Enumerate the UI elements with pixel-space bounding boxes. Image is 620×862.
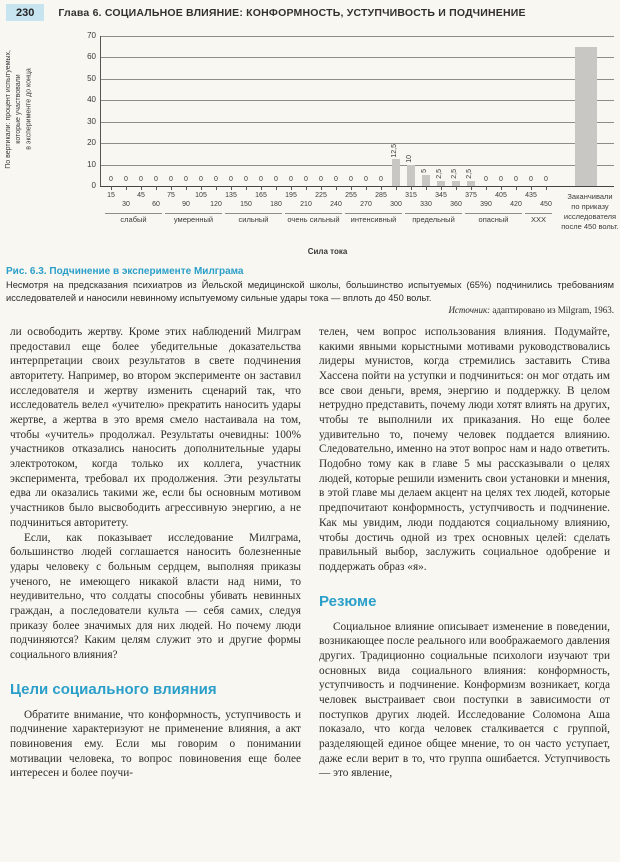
intensity-group <box>105 213 162 225</box>
x-tick-label: 330 <box>420 201 432 208</box>
x-tick-label: 390 <box>480 201 492 208</box>
grid-line <box>101 57 614 58</box>
intensity-group <box>465 213 522 225</box>
x-tick-label: 180 <box>270 201 282 208</box>
x-tick <box>171 186 172 190</box>
y-tick-label: 70 <box>87 31 96 40</box>
source-text: адаптировано из Milgram, 1963. <box>490 305 614 316</box>
grid-line <box>101 143 614 144</box>
x-tick-label: 75 <box>167 192 175 199</box>
x-tick <box>156 186 157 190</box>
bar-value-label: 0 <box>244 176 248 183</box>
x-tick <box>351 186 352 190</box>
bar-value-label: 0 <box>289 176 293 183</box>
x-tick <box>516 186 517 190</box>
figure-caption-text: Несмотря на предсказания психиатров из Йельской медицинской школы, большинство испытуемых (65%) подчинились требованиям исследователей и наносили невинному испытуемому сильные удары тока — вплоть до 450 вольт. <box>6 280 614 303</box>
bar-value-label: 0 <box>529 176 533 183</box>
x-tick <box>306 186 307 190</box>
intensity-group-line <box>225 213 282 214</box>
x-tick-label: 120 <box>210 201 222 208</box>
x-tick-label: 300 <box>390 201 402 208</box>
x-tick-label: 240 <box>330 201 342 208</box>
x-tick <box>546 186 547 190</box>
x-tick-label: 45 <box>137 192 145 199</box>
x-tick-label: 135 <box>225 192 237 199</box>
bar-value-label: 0 <box>109 176 113 183</box>
y-axis-label: По вертикали: процент испытуемых, которые участвовали в эксперименте до конца <box>4 49 33 169</box>
grid-line <box>101 36 614 37</box>
y-tick-label: 60 <box>87 52 96 62</box>
x-tick <box>441 186 442 190</box>
x-tick <box>471 186 472 190</box>
x-tick <box>366 186 367 190</box>
x-tick-label: 360 <box>450 201 462 208</box>
grid-line <box>101 122 614 123</box>
intensity-group <box>285 213 342 225</box>
x-tick <box>261 186 262 190</box>
source-label: Источник: <box>448 305 491 316</box>
x-tick-label: 450 <box>540 201 552 208</box>
x-tick <box>111 186 112 190</box>
bar-value-label: 0 <box>169 176 173 183</box>
bar <box>452 181 460 186</box>
x-tick-label: 15 <box>107 192 115 199</box>
bar-value-label: 0 <box>139 176 143 183</box>
intensity-group-label: интенсивный <box>350 215 397 224</box>
right-column <box>319 325 610 781</box>
y-tick-label: 50 <box>87 73 96 83</box>
bar-value-label: 0 <box>229 176 233 183</box>
x-tick-label: 30 <box>122 201 130 208</box>
chapter-title: Глава 6. СОЦИАЛЬНОЕ ВЛИЯНИЕ: КОНФОРМНОСТЬ, УСТУПЧИВОСТЬ И ПОДЧИНЕНИЕ <box>58 6 526 19</box>
intensity-group-line <box>405 213 462 214</box>
paragraph: телен, чем вопрос использования влияния. Подумайте, какими явными корыстными мотивами руководствовались лидеры мунистов, когда стремились заставить Стива Хассена пойти на уступки и подчиниться: он мог отдать им все свои деньги, время, энергию и поддержку. В целом нетрудно представить, почему люди хотят влиять на других, чтобы те выполнили их приказания. Но еще более удивительно то, почему человек поддается влиянию. Следовательно, именно на этот вопрос нам и надо ответить. Подобно тому как в главе 5 мы рассказывали о целях людей, которые решили изменить свои установки и мнения, в этой главе мы делаем акцент на целях тех людей, которые предпочитают конформность, уступчивость и подчинение. Как мы увидим, люди поддаются социальному влиянию, чтобы достичь одной из трех основных целей: сделать правильный выбор, заслужить социальное одобрение и поддержать образ «я». <box>319 326 610 573</box>
x-tick <box>231 186 232 190</box>
x-tick <box>126 186 127 190</box>
bar-value-label: 5 <box>421 169 428 174</box>
bar <box>407 165 415 186</box>
x-tick-label: 435 <box>525 192 537 199</box>
intensity-group <box>405 213 462 225</box>
page-header <box>0 0 620 24</box>
x-tick-label: 150 <box>240 201 252 208</box>
bar-value-label: 2,5 <box>466 168 473 179</box>
final-bar-label: Заканчивали по приказу исследователя после 450 вольт. <box>561 192 619 232</box>
bar-value-label: 10 <box>406 154 413 163</box>
figure-title: Рис. 6.3. Подчинение в эксперименте Милграма <box>6 266 244 277</box>
intensity-group-label: предельный <box>412 215 455 224</box>
x-tick-label: 210 <box>300 201 312 208</box>
intensity-group-label: умеренный <box>173 215 214 224</box>
bar-value-label: 0 <box>349 176 353 183</box>
x-tick-label: 375 <box>465 192 477 199</box>
x-tick <box>381 186 382 190</box>
bar-value-label: 0 <box>499 176 503 183</box>
bar-value-label: 0 <box>484 176 488 183</box>
bar-value-label: 0 <box>364 176 368 183</box>
x-tick-label: 405 <box>495 192 507 199</box>
milgram-obedience-chart <box>0 26 620 264</box>
figure-source <box>6 305 614 315</box>
intensity-group-line <box>165 213 222 214</box>
bar-value-label: 0 <box>514 176 518 183</box>
x-tick <box>291 186 292 190</box>
x-tick-label: 285 <box>375 192 387 199</box>
x-tick <box>456 186 457 190</box>
paragraph: Если, как показывает исследование Милграма, большинство людей соглашается наносить болезненные удары человеку с больным сердцем, выполняя приказы ученого, не имеющего никакой власти над ними, то неудивительно, что солдаты способны убивать невинных граждан, а последователи культа — себя самих, следуя приказу более значимых для них людей. Но почему люди подчиняются? Каким целям служит это и другие формы социального влияния? <box>10 531 301 661</box>
intensity-group-label: опасный <box>478 215 509 224</box>
x-tick <box>426 186 427 190</box>
x-tick-label: 165 <box>255 192 267 199</box>
intensity-group <box>225 213 282 225</box>
x-tick <box>246 186 247 190</box>
paragraph: Обратите внимание, что конформность, уступчивость и подчинение характеризуют не применение влияния, а акт повиновения ему. Если мы говорим о понимании мотивации человека, то вопрос повиновения еще более интересен и более поучи- <box>10 708 301 780</box>
x-tick-label: 90 <box>182 201 190 208</box>
bar <box>392 159 400 186</box>
bar-value-label: 2,5 <box>436 168 443 179</box>
y-tick-label: 0 <box>91 181 96 190</box>
intensity-group-line <box>345 213 402 214</box>
grid-line <box>101 165 614 166</box>
bar-value-label: 0 <box>154 176 158 183</box>
x-tick <box>396 186 397 190</box>
x-tick <box>501 186 502 190</box>
plot-area <box>100 36 619 256</box>
intensity-group-label: очень сильный <box>287 215 340 224</box>
section-heading: Цели социального влияния <box>10 680 217 698</box>
x-tick <box>141 186 142 190</box>
x-tick <box>216 186 217 190</box>
x-tick <box>186 186 187 190</box>
bar-value-label: 0 <box>334 176 338 183</box>
bar-value-label: 0 <box>199 176 203 183</box>
x-tick-label: 255 <box>345 192 357 199</box>
x-tick-label: 270 <box>360 201 372 208</box>
left-column <box>10 325 301 781</box>
paragraph: ли освободить жертву. Кроме этих наблюдений Милграм предоставил еще более убедительные доказательства интерпретации своих результатов в свете подчинения авторитету. Например, во втором эксперименте он заставил исследователя и жертву изменить сценарий так, что исследователь велел «учителю» прекратить наносить удары жертве, а жертва в это время смело настаивала на том, чтобы «учитель» продолжал. Результаты очевидны: 100% участников отказались наносить дополнительные удары электротоком, когда только их коллега, участник эксперимента, требовал их продолжения. Эти результаты едва ли оказались такими же, если бы основным мотивом участников было высвободить агрессивную энергию, а не подчиниться авторитету. <box>10 326 301 529</box>
bar <box>437 181 445 186</box>
intensity-group-line <box>465 213 522 214</box>
bar-value-label: 0 <box>379 176 383 183</box>
bar <box>422 175 430 186</box>
bar-value-label: 0 <box>544 176 548 183</box>
x-tick <box>276 186 277 190</box>
x-tick <box>336 186 337 190</box>
section-heading: Резюме <box>319 592 377 610</box>
intensity-group-label: сильный <box>238 215 269 224</box>
final-bar <box>575 47 597 186</box>
grid-line <box>101 100 614 101</box>
x-tick <box>321 186 322 190</box>
x-tick-label: 420 <box>510 201 522 208</box>
x-tick-label: 105 <box>195 192 207 199</box>
bar-value-label: 0 <box>304 176 308 183</box>
bar-value-label: 2,5 <box>451 168 458 179</box>
x-tick-label: 315 <box>405 192 417 199</box>
page-number: 230 <box>6 4 44 21</box>
figure-caption <box>0 266 620 315</box>
intensity-group <box>345 213 402 225</box>
x-tick <box>486 186 487 190</box>
bar <box>467 181 475 186</box>
bar-value-label: 0 <box>259 176 263 183</box>
intensity-group-line <box>105 213 162 214</box>
x-tick-label: 345 <box>435 192 447 199</box>
x-tick-label: 195 <box>285 192 297 199</box>
intensity-group-line <box>285 213 342 214</box>
bar-value-label: 0 <box>124 176 128 183</box>
bar-value-label: 0 <box>319 176 323 183</box>
bar-value-label: 0 <box>184 176 188 183</box>
x-tick <box>411 186 412 190</box>
x-tick-label: 60 <box>152 201 160 208</box>
y-tick-label: 10 <box>87 159 96 169</box>
x-axis-title: Сила тока <box>307 247 348 256</box>
intensity-group <box>165 213 222 225</box>
paragraph: Социальное влияние описывает изменение в поведении, возникающее после реального или воображаемого давления других. Традиционно социальные психологи изучают три основных вида социального влияния: конформность, уступчивость и подчинение. Конформизм возникает, когда человек выстраивает свои поступки в зависимости от поступков других людей. Исследование Соломона Аша показало, что когда человек сталкивается с группой, разделяющей единое общее мнение, то он часто уступает, даже если верит в то, что группа ошибается. Уступчивость — это явление, <box>319 620 610 780</box>
intensity-group-label: слабый <box>120 215 147 224</box>
bar-value-label: 0 <box>274 176 278 183</box>
y-tick-label: 30 <box>87 116 96 126</box>
y-tick-label: 40 <box>87 95 96 105</box>
bar-value-label: 12,5 <box>391 143 398 158</box>
x-tick <box>531 186 532 190</box>
body-columns <box>0 315 620 781</box>
x-tick-label: 225 <box>315 192 327 199</box>
bar-value-label: 0 <box>214 176 218 183</box>
y-tick-label: 20 <box>87 138 96 148</box>
x-tick <box>201 186 202 190</box>
intensity-group-label: XXX <box>530 215 546 224</box>
grid-line <box>101 79 614 80</box>
